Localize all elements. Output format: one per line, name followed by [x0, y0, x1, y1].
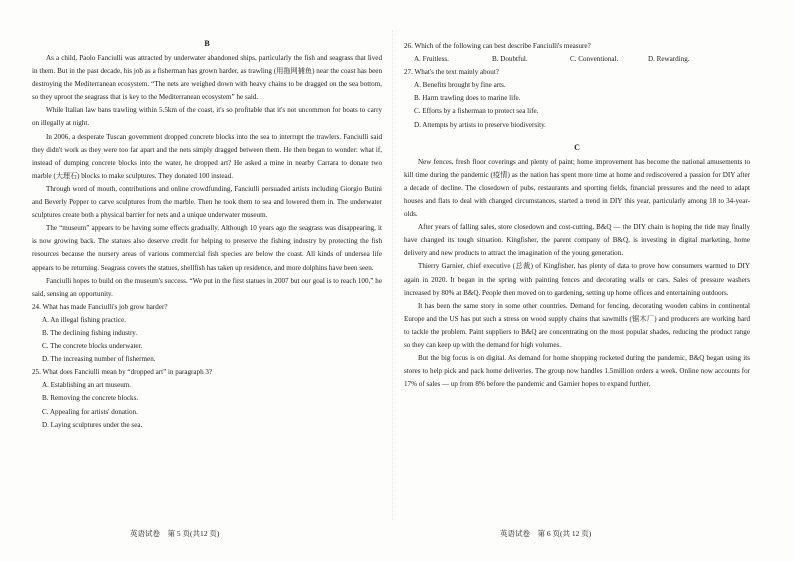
question-25-option-c: C. Appealing for artists' donation. — [42, 407, 138, 416]
passage-b-paragraph-1: As a child, Paolo Fanciulli was attracted by underwater abandoned ships, particularly the fish and seagrass that lived in them. But in the past decade, his job as a fisherman has grown harder, as trawling (用拖网捕鱼) near the coast has been destroying the Mediterranean ecosystem. “The nets are weighed down with heavy chains to be dragged on the sea bottom, so they uproot the seagrass that is key to the Mediterranean ecosystem” he said. — [32, 54, 382, 102]
question-25-option-a: A. Establishing an art museum. — [42, 381, 132, 390]
page-5-column — [32, 38, 382, 432]
question-24-option-a: A. An illegal fishing practice. — [42, 315, 126, 324]
passage-b-paragraph-5: The “museum” appears to be having some effects gradually. Although 10 years ago the seagrass was disappearing, it is now growing back. The statues also deserve credit for helping to preserve the fishing industry by protecting the fish resources because the nursery areas of various commercial fish species are below the coast. All kinds of undersea life appears to be returning. Seagrass covers the statues, shellfish has taken up residence, and more dolphins have been seen. — [32, 224, 382, 272]
section-c-title: C — [574, 142, 580, 152]
passage-c-paragraph-4: It has been the same story in some other countries. Demand for fencing, decorating wooden cabins in continental Europe and the US has put such a stress on wood supply chains that sawmills (锯木厂) and producers are working hard to tackle the problem. Paint suppliers to B&Q are concentrating on the most popular shades, reducing the product range so they can keep up with the demand for high volumes. — [404, 301, 750, 349]
passage-b-paragraph-2: While Italian law bans trawling within 5.5km of the coast, it's so profitable that it's not uncommon for boats to carry on illegally at night. — [32, 106, 382, 128]
question-24-option-c: C. The concrete blocks underwater. — [42, 342, 143, 351]
question-25-option-b: B. Removing the concrete blocks. — [42, 394, 139, 403]
question-26-option-c: C. Conventional. — [570, 55, 619, 64]
question-26-option-d: D. Rewarding. — [648, 55, 690, 64]
passage-c-paragraph-5: But the big focus is on digital. As demand for home shopping rocketed during the pandemic, B&Q began using its stores to help pick and pack home deliveries. The group now handles 1.5million orders a week. Online now accounts for 17% of sales — up from 8% before the pandemic and Garnier hopes to expand further. — [404, 354, 750, 389]
passage-c-paragraph-2: After years of falling sales, store closedown and cost-cutting, B&Q — the DIY chain is hoping the tide may finally have changed its tough situation. Kingfisher, the parent company of B&Q, is investing in digital marketing, home delivery and new products to attract the imagination of the young generation. — [404, 223, 750, 258]
page-6-footer: 英语试卷 第 6 页(共 12 页) — [500, 529, 592, 538]
question-27-option-a: A. Benefits brought by fine arts. — [414, 81, 506, 90]
passage-c-paragraph-1: New fences, fresh floor coverings and plenty of paint; home improvement has become the national amusements to kill time during the pandemic (疫情) as the nation has spent more time at home and rediscovered a passion for DIY after a decade of decline. The closedown of pubs, restaurants and sporting fields, financial pressures and the need to adapt houses and flats to deal with changed circumstances, started a trend in DIY this year, particularly among 18 to 34-year-olds. — [404, 157, 750, 219]
question-26-option-b: B. Doubtful. — [492, 55, 528, 64]
question-24-stem: 24. What has made Fanciulli's job grow harder? — [32, 302, 168, 311]
question-25-stem: 25. What does Fanciulli mean by “dropped art” in paragraph 3? — [32, 368, 213, 377]
question-26-options — [414, 53, 750, 66]
passage-c-paragraph-3: Thierry Garnier, chief executive (总裁) of Kingfisher, has plenty of data to prove how consumers warmed to DIY again in 2020. It began in the spring with painting fences and decorating walls or cars. Sales of pressure washers increased by 80% at B&Q. People then moved on to gardening, setting up home offices and entertaining outdoors. — [404, 262, 750, 297]
column-divider — [392, 30, 393, 520]
question-26-stem: 26. Which of the following can best describe Fanciulli's measure? — [404, 42, 591, 50]
question-26-option-a: A. Fruitless. — [414, 55, 449, 64]
question-24-option-d: D. The increasing number of fishermen. — [42, 355, 156, 364]
question-27-option-d: D. Attempts by artists to preserve biodiversity. — [414, 120, 546, 129]
question-27-stem: 27. What's the text mainly about? — [404, 68, 499, 77]
page-6-column — [404, 40, 750, 391]
section-b-title: B — [204, 39, 210, 48]
passage-b-paragraph-4: Through word of mouth, contributions and online crowdfunding, Fanciulli persuaded artists including Giorgio Butini and Beverly Pepper to carve sculptures from the marble. Then he took them to sea and lowered them in. The underwater sculptures create both a physical barrier for nets and a unique underwater museum. — [32, 184, 382, 220]
passage-b-paragraph-6: Fanciulli hopes to build on the museum's success. “We put in the first statues in 2007 but our goal is to reach 100,” he said, sensing an opportunity. — [32, 276, 382, 298]
question-25-option-d: D. Laying sculptures under the sea. — [42, 420, 143, 429]
page-5-footer: 英语试卷 第 5 页(共12 页) — [130, 529, 220, 538]
question-27-option-b: B. Harm trawling does to marine life. — [414, 94, 521, 103]
question-27-option-c: C. Efforts by a fisherman to protect sea life. — [414, 107, 539, 116]
passage-b-paragraph-3: In 2006, a desperate Tuscan government dropped concrete blocks into the sea to interrupt the trawlers. Fanciulli said they didn't work as they were too far apart and the nets simply dragged between them. He then began to wonder: what if, instead of dumping concrete blocks into the water, he dropped art? He asked a mine in nearby Carrara to donate two marble (大理石) blocks to make sculptures. They donated 100 instead. — [32, 132, 382, 180]
question-24-option-b: B. The declining fishing industry. — [42, 328, 138, 337]
